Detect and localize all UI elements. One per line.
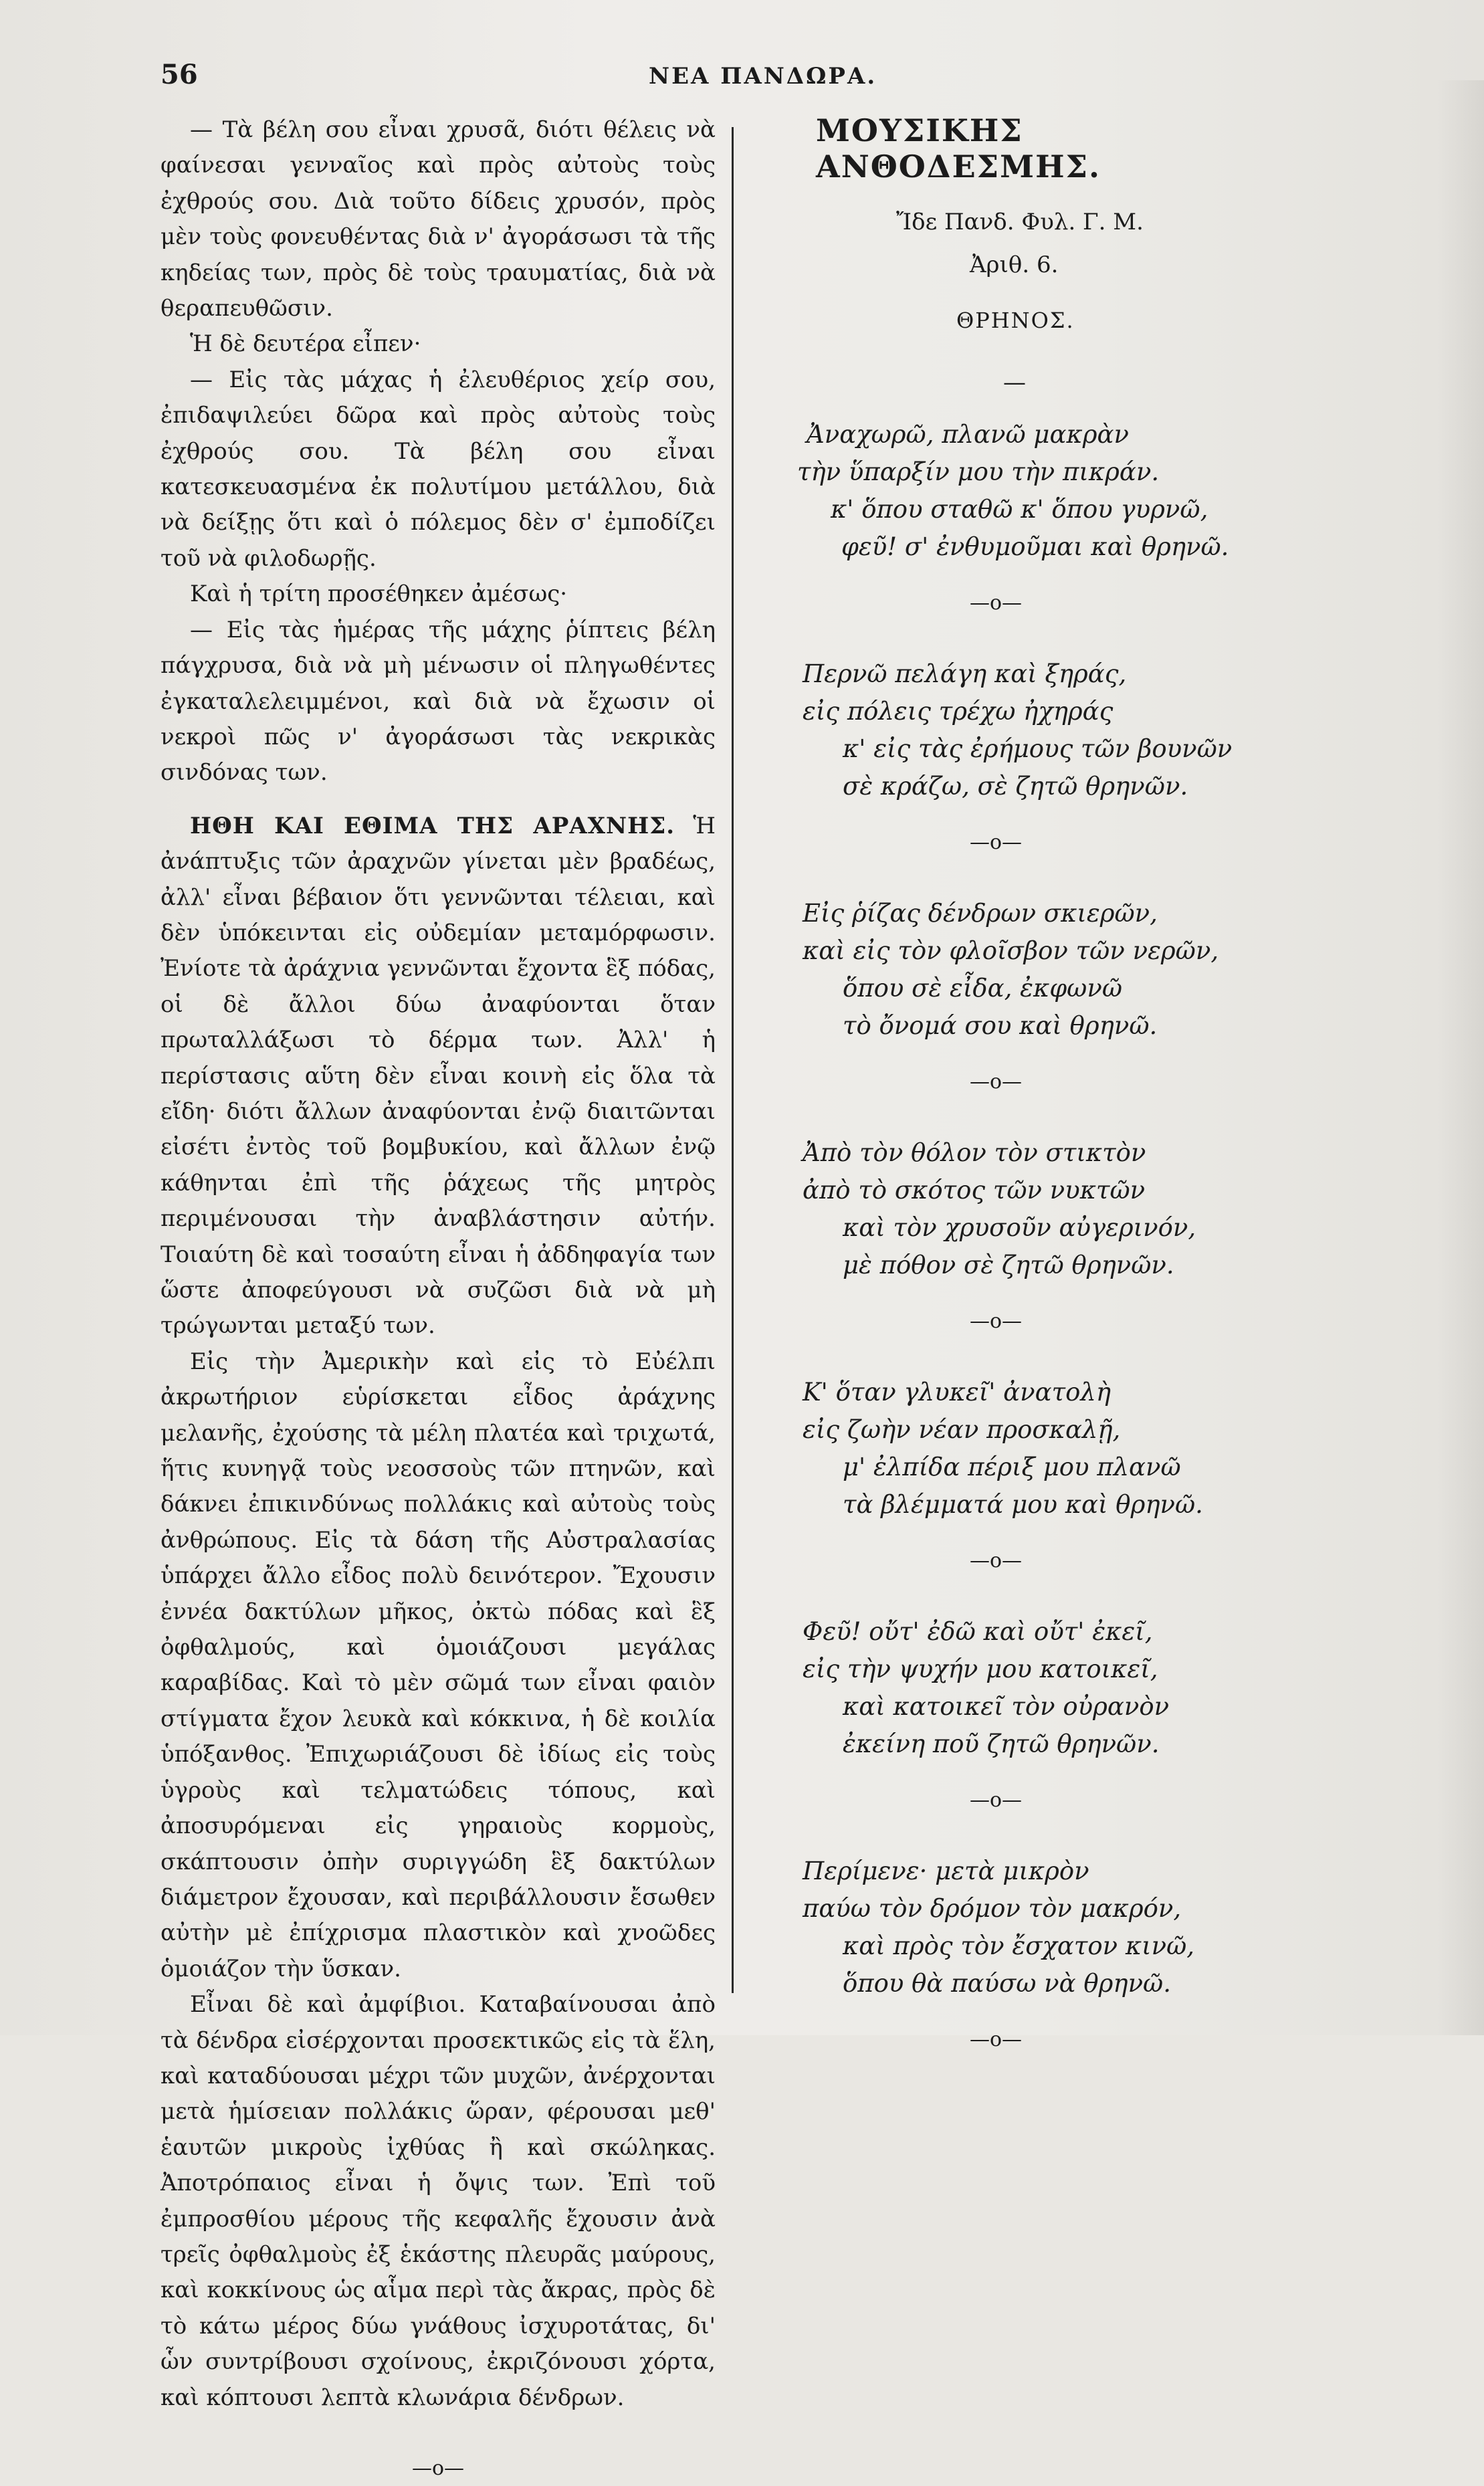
verse-line: καὶ εἰς τὸν φλοῖσβον τῶν νερῶν, (803, 936, 1219, 965)
verse-line: Ἀναχωρῶ, πλανῶ μακρὰν (807, 420, 1129, 449)
paragraph: — Εἰς τὰς μάχας ἡ ἐλευθέριος χείρ σου, ἐπιδαψιλεύει δῶρα καὶ πρὸς αὐτοὺς τοὺς ἐχθρούς σου. Τὰ βέλη σου εἶναι κατεσκευασμένα ἐκ πολυτίμου μετάλλου, διὰ νὰ δείξῃς ὅτι καὶ ὁ πόλεμος δὲν σ' ἐμποδίζει τοῦ νὰ φιλοδωρῇς. (161, 366, 716, 572)
verse-line: μ' ἐλπίδα πέριξ μου πλανῶ (843, 1453, 1181, 1481)
paragraph: — Εἰς τὰς ἡμέρας τῆς μάχης ῥίπτεις βέλη πάγχρυσα, διὰ νὰ μὴ μένωσιν οἱ πληγωθέντες ἐγκαταλελειμμένοι, καὶ διὰ νὰ ἔχωσιν οἱ νεκροὶ πῶς ν' ἀγοράσωσι τὰς νεκρικὰς σινδόνας των. (161, 616, 716, 787)
page-header (161, 59, 1364, 99)
section-title: ΜΟΥΣΙΚΗΣ ΑΝΘΟΔΕΣΜΗΣ. (816, 112, 1101, 185)
verse-line: μὲ πόθον σὲ ζητῶ θρηνῶν. (843, 1251, 1174, 1279)
paragraph: Ἡ δὲ δευτέρα εἶπεν· (190, 330, 421, 358)
stanza-separator: —o— (970, 831, 1023, 854)
stanza (769, 655, 1304, 861)
poem-title: ΘΡΗΝΟΣ. (956, 308, 1075, 333)
verse-line: εἰς τὴν ψυχήν μου κατοικεῖ, (803, 1655, 1158, 1683)
verse-line: Περνῶ πελάγη καὶ ξηράς, (803, 659, 1127, 688)
verse-line: εἰς πόλεις τρέχω ἠχηράς (803, 697, 1114, 726)
verse-line: ἐκείνη ποῦ ζητῶ θρηνῶν. (843, 1730, 1160, 1758)
verse-line: καὶ τὸν χρυσοῦν αὐγερινόν, (843, 1213, 1196, 1242)
stanza-separator: —o— (970, 591, 1023, 615)
verse-line: ὅπου θὰ παύσω νὰ θρηνῶ. (843, 1969, 1171, 1998)
paragraph: Καὶ ἡ τρίτη προσέθηκεν ἀμέσως· (190, 581, 568, 608)
stanza (769, 1374, 1304, 1580)
left-column (161, 112, 716, 2486)
column-rule (732, 127, 734, 1993)
reference-note: Ἴδε Πανδ. Φυλ. Γ. Μ. (896, 209, 1144, 235)
stanza (769, 1134, 1304, 1340)
page-edge-shadow (1437, 80, 1484, 2035)
item-number: Ἀριθ. 6. (970, 251, 1059, 278)
verse-line: κ' εἰς τὰς ἐρήμους τῶν βουνῶν (843, 734, 1233, 763)
verse-line: Φεῦ! οὔτ' ἐδῶ καὶ οὔτ' ἐκεῖ, (803, 1617, 1153, 1646)
stanza (769, 1853, 1304, 2059)
verse-line: φεῦ! σ' ἐνθυμοῦμαι καὶ θρηνῶ. (841, 532, 1229, 561)
title-dash: — (1003, 369, 1026, 396)
stanza-separator: —o— (970, 1070, 1023, 1094)
verse-line: εἰς ζωὴν νέαν προσκαλῇ, (803, 1415, 1121, 1444)
verse-line: ἀπὸ τὸ σκότος τῶν νυκτῶν (803, 1176, 1146, 1205)
stanza-separator: —o— (970, 1549, 1023, 1572)
paragraph: — Τὰ βέλη σου εἶναι χρυσᾶ, διότι θέλεις νὰ φαίνεσαι γενναῖος καὶ πρὸς αὐτοὺς τοὺς ἐχθρούς σου. Διὰ τοῦτο δίδεις χρυσόν, πρὸς μὲν τοὺς φονευθέντας διὰ ν' ἀγοράσωσι τὰ τῆς κηδείας των, πρὸς δὲ τοὺς τραυματίας, διὰ νὰ θεραπευθῶσιν. (161, 116, 716, 322)
verse-line: Κ' ὅταν γλυκεῖ' ἀνατολὴ (803, 1378, 1111, 1407)
stanza (769, 895, 1304, 1101)
section-heading: ΗΘΗ ΚΑΙ ΕΘΙΜΑ ΤΗΣ ΑΡΑΧΝΗΣ. (190, 812, 675, 839)
stanza (769, 416, 1304, 622)
verse-line: ὅπου σὲ εἶδα, ἐκφωνῶ (843, 974, 1123, 1003)
verse-line: Εἰς ῥίζας δένδρων σκιερῶν, (803, 899, 1158, 928)
right-column (769, 112, 1304, 2059)
verse-line: τὸ ὄνομά σου καὶ θρηνῶ. (843, 1011, 1158, 1040)
stanza (769, 1613, 1304, 1819)
verse-line: καὶ κατοικεῖ τὸν οὐρανὸν (843, 1692, 1170, 1721)
page-number: 56 (161, 59, 198, 90)
verse-line: κ' ὅπου σταθῶ κ' ὅπου γυρνῶ, (831, 495, 1208, 524)
verse-line: τὰ βλέμματά μου καὶ θρηνῶ. (843, 1490, 1203, 1519)
end-ornament: —o— (411, 2457, 465, 2480)
verse-line: σὲ κράζω, σὲ ζητῶ θρηνῶν. (843, 772, 1188, 801)
verse-line: παύω τὸν δρόμον τὸν μακρόν, (803, 1894, 1182, 1923)
running-title: ΝΕΑ ΠΑΝΔΩΡΑ. (649, 63, 877, 90)
stanza-separator: —o— (970, 1310, 1023, 1333)
verse-line: τὴν ὕπαρξίν μου τὴν πικράν. (797, 457, 1160, 486)
paragraph: Εἶναι δὲ καὶ ἀμφίβιοι. Καταβαίνουσαι ἀπὸ τὰ δένδρα εἰσέρχονται προσεκτικῶς εἰς τὰ ἕλη, καὶ καταδύουσαι μέχρι τῶν μυχῶν, ἀνέρχονται μετὰ ἡμίσειαν πολλάκις ὥραν, φέρουσαι μεθ' ἑαυτῶν μικροὺς ἰχθύας ἢ καὶ σκώληκας. Ἀποτρόπαιος εἶναι ἡ ὄψις των. Ἐπὶ τοῦ ἐμπροσθίου μέρους τῆς κεφαλῆς ἔχουσιν ἀνὰ τρεῖς ὀφθαλμοὺς ἐξ ἑκάστης πλευρᾶς μαύρους, καὶ κοκκίνους ὡς αἷμα περὶ τὰς ἄκρας, πρὸς δὲ τὸ κάτω μέρος δύω γνάθους ἰσχυροτάτας, δι' ὧν συντρίβουσι σχοίνους, ἐκριζόνουσι χόρτα, καὶ κόπτουσι λεπτὰ κλωνάρια δένδρων. (161, 1991, 716, 2411)
stanza-separator: —o— (970, 1788, 1023, 1812)
verse-line: Περίμενε· μετὰ μικρὸν (803, 1857, 1089, 1885)
verse-line: καὶ πρὸς τὸν ἔσχατον κινῶ, (843, 1932, 1195, 1960)
end-ornament: —o— (970, 2028, 1023, 2051)
section-text: Ἡ ἀνάπτυξις τῶν ἀραχνῶν γίνεται μὲν βραδέως, ἀλλ' εἶναι βέβαιον ὅτι γεννῶνται τέλειαι, καὶ δὲν ὑπόκεινται εἰς οὐδεμίαν μεταμόρφωσιν. Ἐνίοτε τὰ ἀράχνια γεννῶνται ἔχοντα ἓξ πόδας, οἱ δὲ ἄλλοι δύω ἀναφύονται ὅταν πρωταλλάξωσι τὸ δέρμα των. Ἀλλ' ἡ περίστασις αὕτη δὲν εἶναι κοινὴ εἰς ὅλα τὰ εἴδη· διότι ἄλλων ἀναφύονται ἐνῷ διαιτῶνται εἰσέτι ἐντὸς τοῦ βομβυκίου, καὶ ἄλλων ἐνῷ κάθηνται ἐπὶ τῆς ῥάχεως τῆς μητρὸς περιμένουσαι τὴν ἀναβλάστησιν αὐτήν. Τοιαύτη δὲ καὶ τοσαύτη εἶναι ἡ ἀδδηφαγία των ὥστε ἀποφεύγουσι νὰ συζῶσι διὰ νὰ μὴ τρώγωνται μεταξύ των. (161, 812, 716, 1340)
verse-line: Ἀπὸ τὸν θόλον τὸν στικτὸν (803, 1138, 1146, 1167)
section-paragraph (161, 809, 716, 1344)
paragraph: Εἰς τὴν Ἀμερικὴν καὶ εἰς τὸ Εὐέλπι ἀκρωτήριον εὑρίσκεται εἶδος ἀράχνης μελανῆς, ἐχούσης τὰ μέλη πλατέα καὶ τριχωτά, ἥτις κυνηγᾷ τοὺς νεοσσοὺς τῶν πτηνῶν, καὶ δάκνει ἐπικινδύνως πολλάκις καὶ αὐτοὺς τοὺς ἀνθρώπους. Εἰς τὰ δάση τῆς Αὐστραλασίας ὑπάρχει ἄλλο εἶδος πολὺ δεινότερον. Ἔχουσιν ἐννέα δακτύλων μῆκος, ὀκτὼ πόδας καὶ ἓξ ὀφθαλμούς, καὶ ὁμοιάζουσι μεγάλας καραβίδας. Καὶ τὸ μὲν σῶμά των εἶναι φαιὸν στίγματα ἔχον λευκὰ καὶ κόκκινα, ἡ δὲ κοιλία ὑπόξανθος. Ἐπιχωριάζουσι δὲ ἰδίως εἰς τοὺς ὑγροὺς καὶ τελματώδεις τόπους, καὶ ἀποσυρόμεναι εἰς γηραιοὺς κορμοὺς, σκάπτουσιν ὀπὴν συριγγώδη ἓξ δακτύλων διάμετρον ἔχουσαν, καὶ περιβάλλουσιν ἔσωθεν αὐτὴν μὲ ἐπίχρισμα πλαστικὸν καὶ χνοῶδες ὁμοιάζον τὴν ὕσκαν. (161, 1348, 716, 1982)
